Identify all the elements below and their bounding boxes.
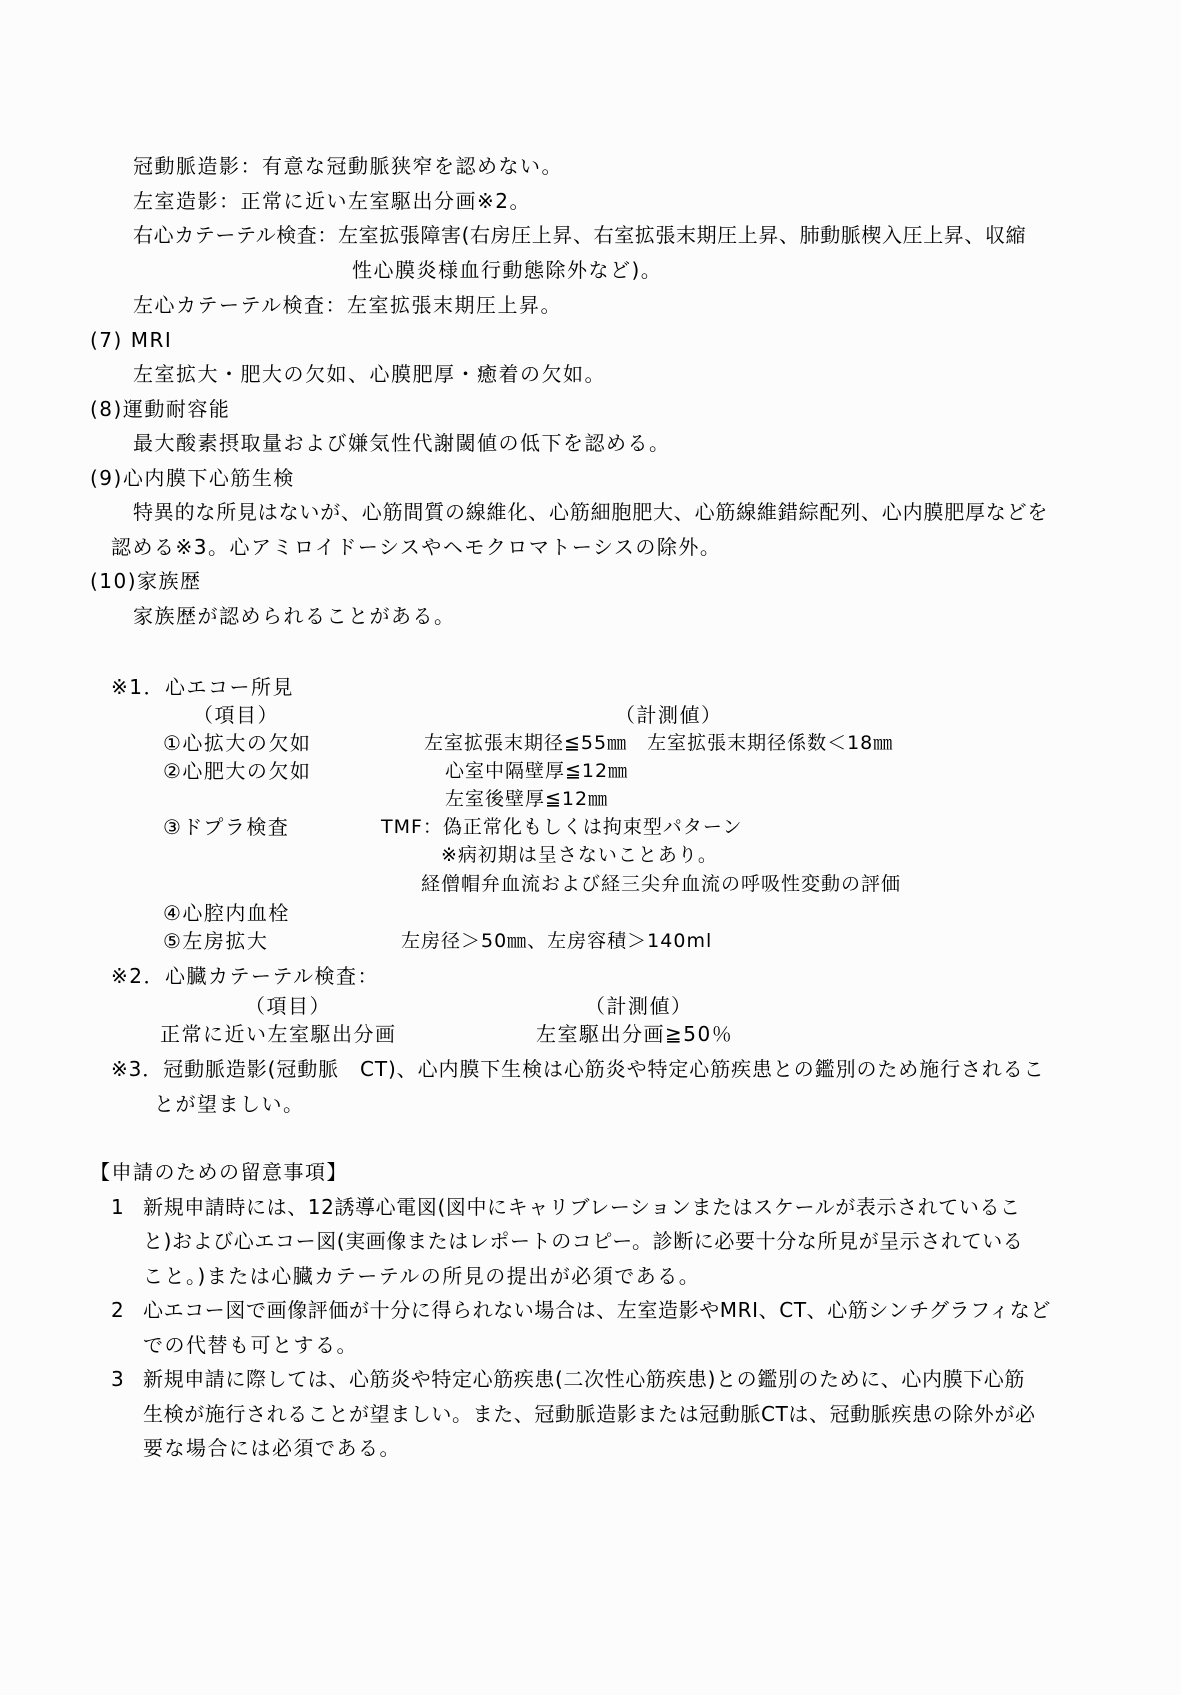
application-note-1-num: 1 xyxy=(111,1195,126,1219)
application-note-3-line1: 新規申請に際しては、心筋炎や特定心筋疾患(二次性心筋疾患)との鑑別のために、心内膜下心筋 xyxy=(143,1367,1026,1391)
application-note-1-line3: こと。)または心臓カテーテルの所見の提出が必須である。 xyxy=(143,1264,701,1288)
application-note-2-line1: 心エコー図で画像評価が十分に得られない場合は、左室造影やMRI、CT、心筋シンチグラフィなど xyxy=(143,1298,1051,1322)
note1-item-5: ⑤左房拡大 xyxy=(163,929,269,953)
note1-value-3c: 経僧帽弁血流および経三尖弁血流の呼吸性変動の評価 xyxy=(421,873,902,895)
application-note-3-line2: 生検が施行されることが望ましい。また、冠動脈造影または冠動脈CTは、冠動脈疾患の除外が必 xyxy=(143,1402,1036,1426)
note1-title: ※1．心エコー所見 xyxy=(111,675,294,699)
application-note-3-num: 3 xyxy=(111,1367,126,1391)
note2-col-value: （計測値） xyxy=(585,994,693,1018)
application-note-2-num: 2 xyxy=(111,1298,126,1322)
finding-right-cath-line1: 右心カテーテル検査：左室拡張障害(右房圧上昇、右室拡張末期圧上昇、肺動脈楔入圧上昇、収縮 xyxy=(133,223,1027,247)
application-note-2-line2: での代替も可とする。 xyxy=(143,1333,358,1357)
note1-value-2a: 心室中隔壁厚≦12㎜ xyxy=(445,760,629,782)
application-note-1-line1: 新規申請時には、12誘導心電図(図中にキャリブレーションまたはスケールが表示されているこ xyxy=(143,1195,1021,1219)
note1-item-1: ①心拡大の欠如 xyxy=(163,731,312,755)
note1-col-item: （項目） xyxy=(193,703,279,727)
section-body-biopsy-line2: 認める※3。心アミロイドーシスやヘモクロマトーシスの除外。 xyxy=(111,535,722,559)
section-body-family-history: 家族歴が認められることがある。 xyxy=(133,604,456,628)
note1-col-value: （計測値） xyxy=(615,703,723,727)
section-heading-exercise-capacity: (8)運動耐容能 xyxy=(90,397,231,421)
note1-item-3: ③ドプラ検査 xyxy=(163,815,290,839)
note2-title: ※2．心臓カテーテル検査： xyxy=(111,964,379,988)
note1-value-2b: 左室後壁厚≦12㎜ xyxy=(445,788,609,810)
section-body-mri: 左室拡大・肥大の欠如、心膜肥厚・癒着の欠如。 xyxy=(133,362,606,386)
note1-value-3a: TMF：偽正常化もしくは拘束型パターン xyxy=(381,816,743,838)
note1-item-2: ②心肥大の欠如 xyxy=(163,759,312,783)
note3-line1: ※3．冠動脈造影(冠動脈 CT)、心内膜下生検は心筋炎や特定心筋疾患との鑑別のため施行されるこ xyxy=(111,1057,1045,1081)
note1-value-5: 左房径＞50㎜、左房容積＞140ml xyxy=(401,930,713,952)
note1-value-3b: ※病初期は呈さないことあり。 xyxy=(441,844,718,866)
finding-coronary-angiography: 冠動脈造影：有意な冠動脈狭窄を認めない。 xyxy=(133,154,563,178)
section-heading-family-history: (10)家族歴 xyxy=(90,569,202,593)
note3-line2: とが望ましい。 xyxy=(154,1092,305,1116)
application-note-1-line2: と)および心エコー図(実画像またはレポートのコピー。診断に必要十分な所見が呈示されている xyxy=(143,1229,1024,1253)
section-heading-mri: (7) MRI xyxy=(90,328,173,352)
note1-item-4: ④心腔内血栓 xyxy=(163,901,290,925)
section-body-biopsy-line1: 特異的な所見はないが、心筋間質の線維化、心筋細胞肥大、心筋線維錯綜配列、心内膜肥厚などを xyxy=(133,500,1049,524)
note2-value: 左室駆出分画≧50％ xyxy=(536,1022,734,1046)
section-body-exercise-capacity: 最大酸素摂取量および嫌気性代謝閾値の低下を認める。 xyxy=(133,431,671,455)
note2-col-item: （項目） xyxy=(245,994,331,1018)
note2-item: 正常に近い左室駆出分画 xyxy=(160,1022,397,1046)
finding-right-cath-line2: 性心膜炎様血行動態除外など)。 xyxy=(352,258,663,282)
finding-lv-angiography: 左室造影：正常に近い左室駆出分画※2。 xyxy=(133,189,531,213)
application-notes-heading: 【申請のための留意事項】 xyxy=(90,1160,348,1184)
section-heading-biopsy: (9)心内膜下心筋生検 xyxy=(90,466,295,490)
application-note-3-line3: 要な場合には必須である。 xyxy=(143,1436,401,1460)
note1-value-1: 左室拡張末期径≦55㎜ 左室拡張末期径係数＜18㎜ xyxy=(424,732,894,754)
finding-left-cath: 左心カテーテル検査：左室拡張末期圧上昇。 xyxy=(133,293,562,317)
